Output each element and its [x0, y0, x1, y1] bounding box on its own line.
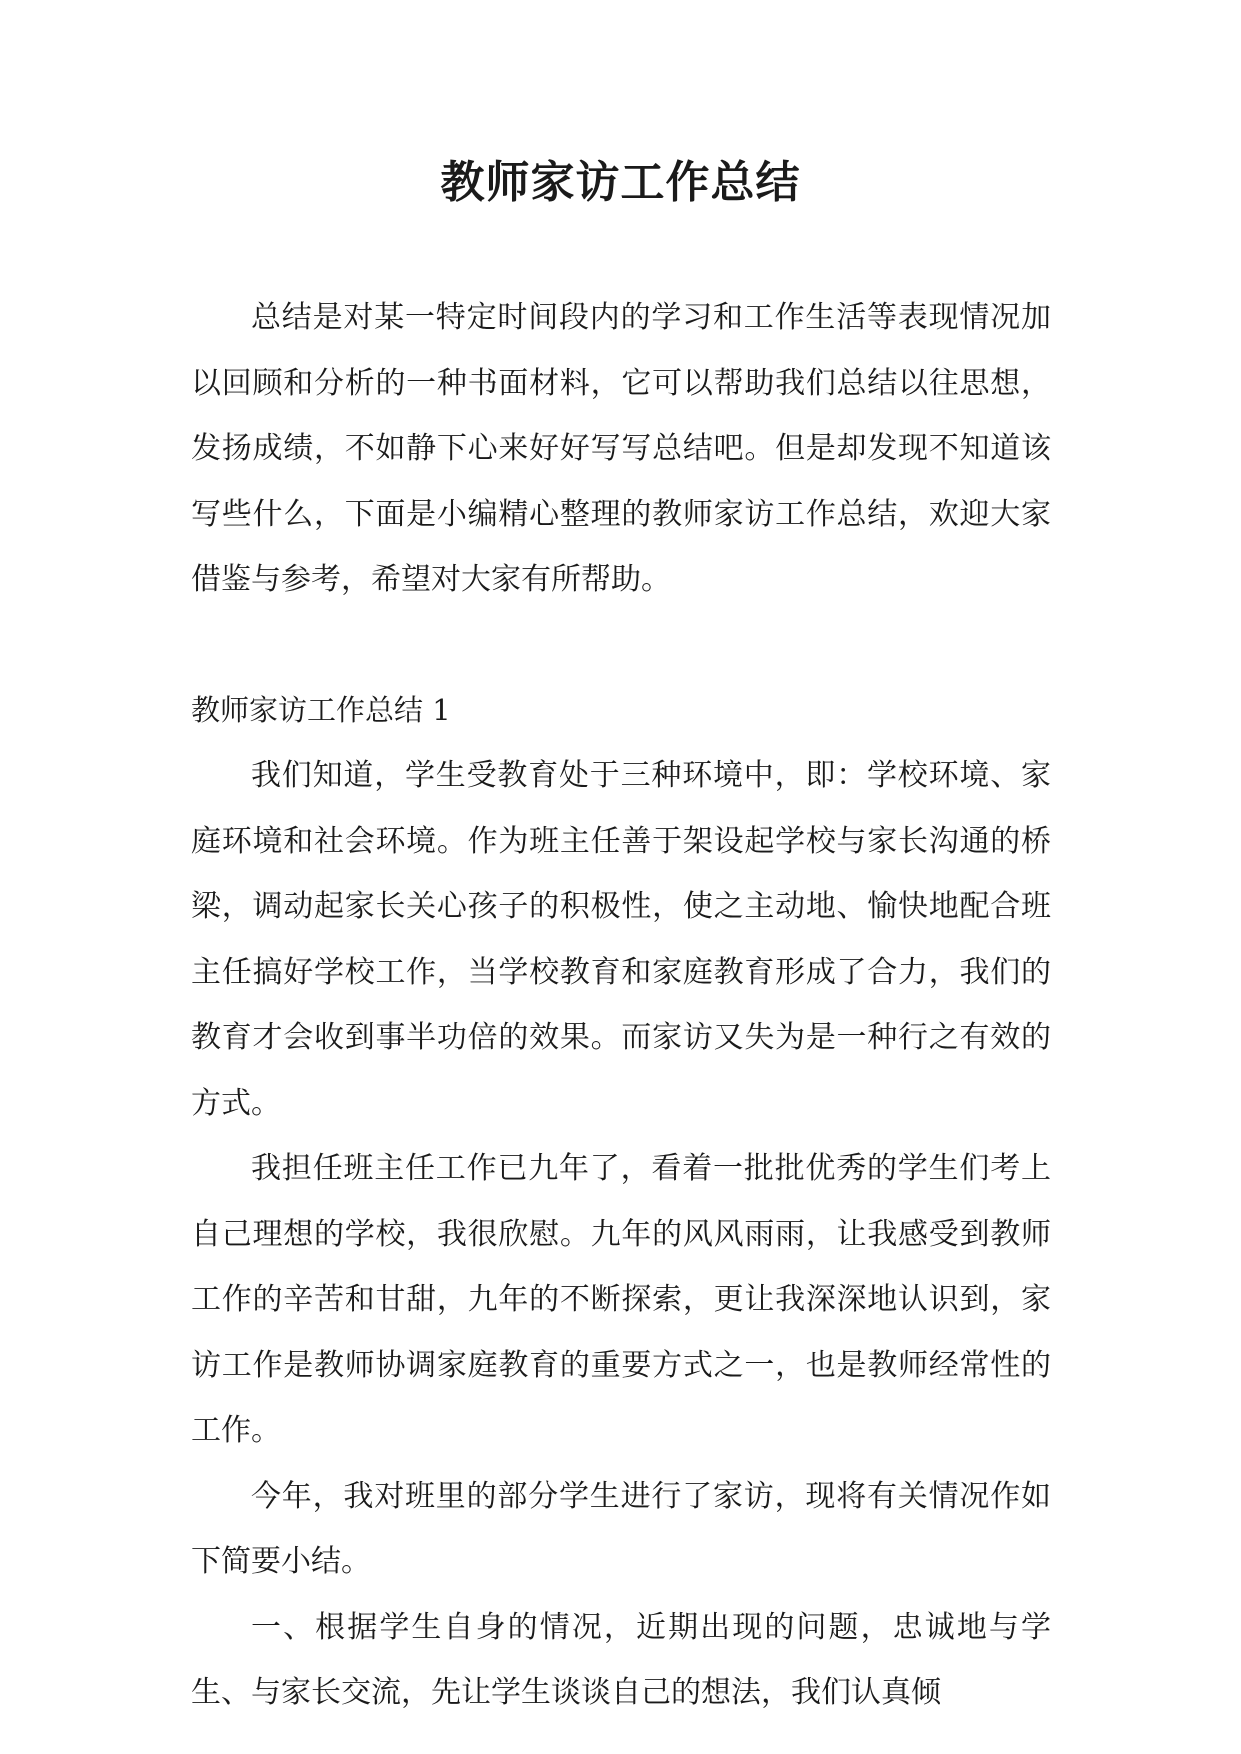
body-paragraph: 我担任班主任工作已九年了，看着一批批优秀的学生们考上自己理想的学校，我很欣慰。九年的风风雨雨，让我感受到教师工作的辛苦和甘甜，九年的不断探索，更让我深深地认识到，家访工作是教师协调家庭教育的重要方式之一，也是教师经常性的工作。 — [191, 1151, 1051, 1448]
document-title: 教师家访工作总结 — [440, 157, 801, 208]
body-paragraph: 今年，我对班里的部分学生进行了家访，现将有关情况作如下简要小结。 — [191, 1478, 1051, 1579]
body-paragraph: 我们知道，学生受教育处于三种环境中，即：学校环境、家庭环境和社会环境。作为班主任善于架设起学校与家长沟通的桥梁，调动起家长关心孩子的积极性，使之主动地、愉快地配合班主任搞好学校工作，当学校教育和家庭教育形成了合力，我们的教育才会收到事半功倍的效果。而家访又失为是一种行之有效的方式。 — [191, 758, 1051, 1121]
intro-paragraph: 总结是对某一特定时间段内的学习和工作生活等表现情况加以回顾和分析的一种书面材料，它可以帮助我们总结以往思想，发扬成绩，不如静下心来好好写写总结吧。但是却发现不知道该写些什么，下面是小编精心整理的教师家访工作总结，欢迎大家借鉴与参考，希望对大家有所帮助。 — [191, 300, 1051, 597]
body-paragraph: 一、根据学生自身的情况，近期出现的问题，忠诚地与学生、与家长交流，先让学生谈谈自己的想法，我们认真倾 — [191, 1609, 1051, 1710]
document-body — [191, 285, 1051, 1726]
section-heading: 教师家访工作总结 1 — [191, 692, 451, 727]
